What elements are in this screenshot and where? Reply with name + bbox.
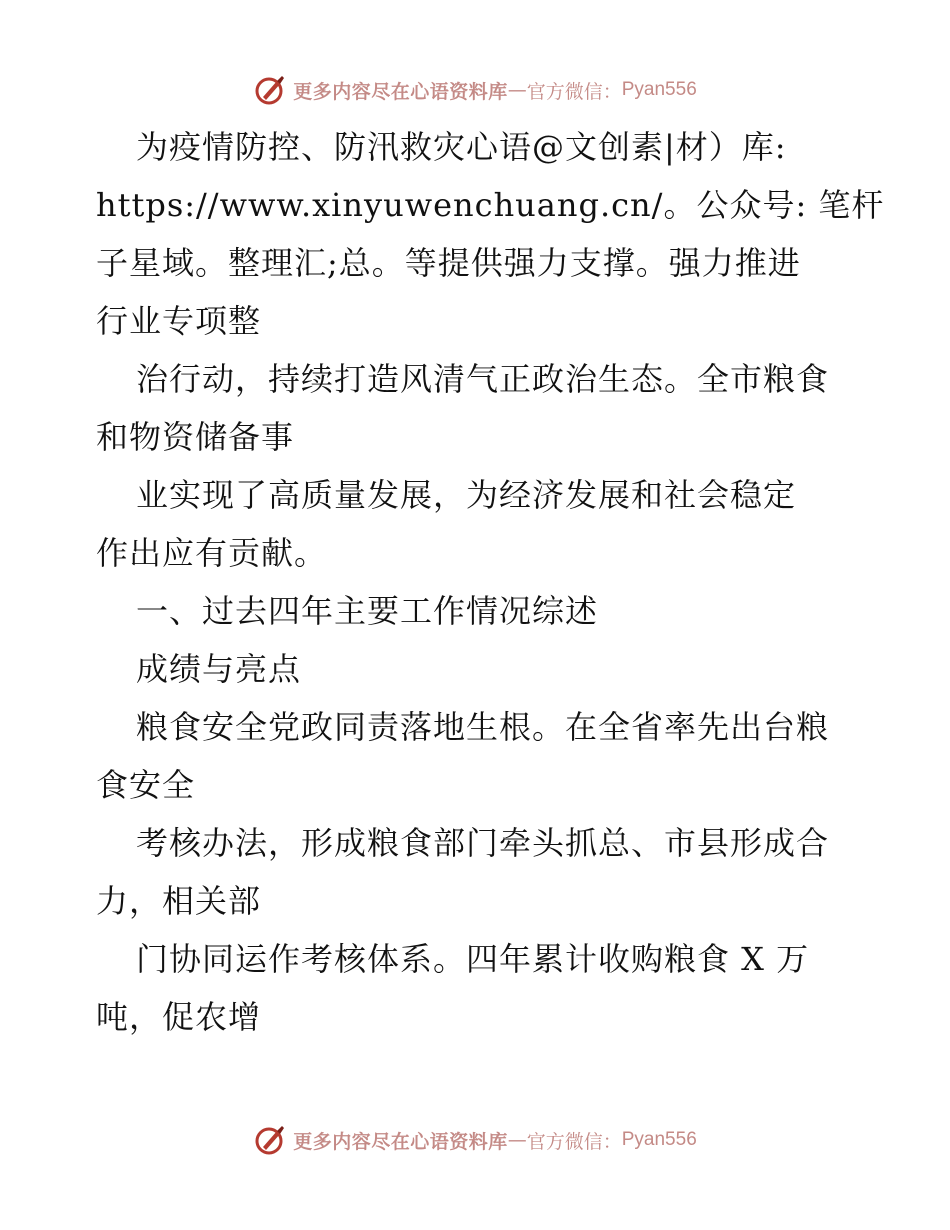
text-line: 为疫情防控、防汛救灾心语@文创素|材）库: <box>136 128 787 166</box>
text-line: 行业专项整 <box>96 302 262 340</box>
text-line: 门协同运作考核体系。四年累计收购粮食 X 万 <box>136 940 810 978</box>
text-line: 力，相关部 <box>96 882 262 920</box>
text-line: 治行动，持续打造风清气正政治生态。全市粮食 <box>136 360 830 398</box>
section-heading: 一、过去四年主要工作情况综述 <box>136 592 599 630</box>
footer-watermark-banner <box>0 1120 950 1160</box>
banner-sub-text: 官方微信： <box>526 1130 622 1153</box>
text-line: 吨，促农增 <box>96 998 262 1036</box>
banner-wechat-id: Pyan556 <box>621 1129 697 1150</box>
text-line: 业实现了高质量发展，为经济发展和社会稳定 <box>136 476 797 514</box>
text-line: 食安全 <box>96 766 196 804</box>
banner-main-text: 更多内容尽在心语资料库 <box>293 80 508 103</box>
banner-dash: — <box>507 1129 527 1151</box>
banner-main-text: 更多内容尽在心语资料库 <box>293 1130 508 1153</box>
text-line: 和物资储备事 <box>96 418 295 456</box>
brush-logo-icon <box>253 73 287 107</box>
text-line: 子星域。整理汇;总。等提供强力支撑。强力推进 <box>96 244 801 282</box>
document-body <box>96 118 885 1046</box>
banner-dash: — <box>507 79 527 101</box>
text-line: 作出应有贡献。 <box>96 534 328 572</box>
text-line: https://www.xinyuwenchuang.cn/。公众号: 笔杆 <box>96 186 885 224</box>
text-line: 考核办法，形成粮食部门牵头抓总、市县形成合 <box>136 824 830 862</box>
brush-logo-icon <box>253 1123 287 1157</box>
banner-sub-text: 官方微信： <box>526 80 622 103</box>
banner-wechat-id: Pyan556 <box>621 79 697 100</box>
header-watermark-banner <box>0 70 950 110</box>
text-line: 粮食安全党政同责落地生根。在全省率先出台粮 <box>136 708 830 746</box>
subsection-heading: 成绩与亮点 <box>136 650 302 688</box>
